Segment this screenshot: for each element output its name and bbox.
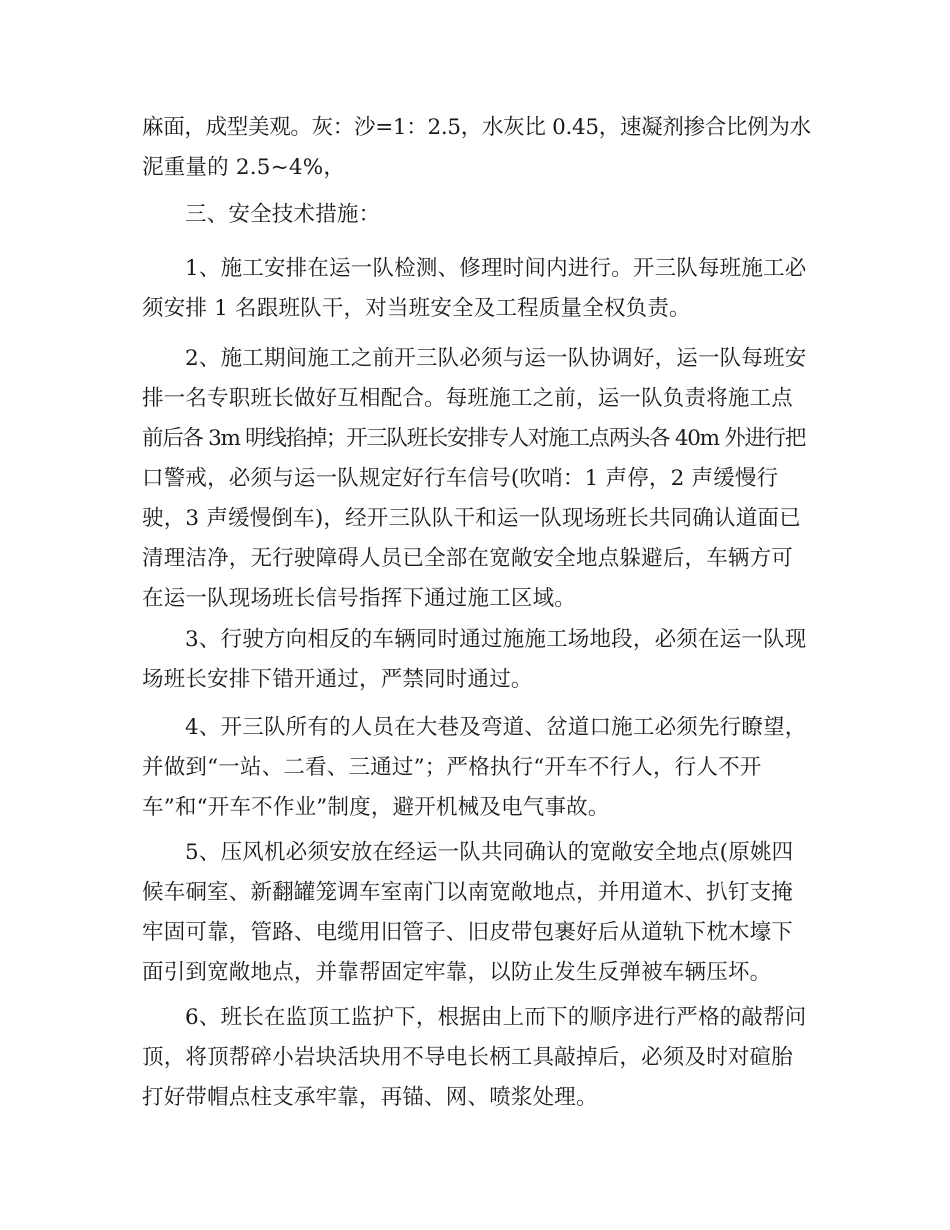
paragraph-item-6 <box>142 998 812 1118</box>
text-line: 6、班长在监顶工监护下，根据由上而下的顺序进行严格的敲帮问 <box>185 1005 807 1030</box>
text-line: 须安排 1 名跟班队干，对当班安全及工程质量全权负责。 <box>142 296 691 321</box>
text-line: 车”和“开车不作业”制度，避开机械及电气事故。 <box>142 795 610 820</box>
section-heading <box>142 195 812 235</box>
paragraph-item-2 <box>142 339 812 619</box>
paragraph-item-4 <box>142 708 812 828</box>
heading-text: 三、安全技术措施： <box>185 202 381 227</box>
text-line: 面引到宽敞地点，并靠帮固定牢靠，以防止发生反弹被车辆压坏。 <box>142 960 772 985</box>
text-line: 牢固可靠，管路、电缆用旧管子、旧皮带包裹好后从道轨下枕木壕下 <box>142 920 794 945</box>
text-line: 场班长安排下错开通过，严禁同时通过。 <box>142 667 533 692</box>
text-line: 口警戒，必须与运一队规定好行车信号(吹哨：1 声停，2 声缓慢行 <box>142 466 779 491</box>
text-line: 4、开三队所有的人员在大巷及弯道、岔道口施工必须先行瞭望， <box>185 715 807 740</box>
text-line: 1、施工安排在运一队检测、修理时间内进行。开三队每班施工必 <box>185 256 807 281</box>
text-line: 清理洁净，无行驶障碍人员已全部在宽敞安全地点躲避后，车辆方可 <box>142 546 794 571</box>
text-line: 泥重量的 2.5~4%， <box>142 155 346 180</box>
text-line: 排一名专职班长做好互相配合。每班施工之前，运一队负责将施工点 <box>142 386 794 411</box>
text-line: 候车硐室、新翻罐笼调车室南门以南宽敞地点，并用道木、扒钉支掩 <box>142 880 794 905</box>
text-line: 麻面，成型美观。灰：沙=1：2.5，水灰比 0.45，速凝剂掺合比例为水 <box>142 115 811 140</box>
text-line: 并做到“一站、二看、三通过”；严格执行“开车不行人，行人不开 <box>142 755 762 780</box>
text-line: 驶，3 声缓慢倒车)，经开三队队干和运一队现场班长共同确认道面已 <box>142 506 801 531</box>
text-line: 5、压风机必须安放在经运一队共同确认的宽敞安全地点(原姚四 <box>185 840 794 865</box>
paragraph-item-5 <box>142 833 812 993</box>
text-line: 前后各 3m 明线掐掉；开三队班长安排专人对施工点两头各 40m 外进行把 <box>142 426 806 451</box>
paragraph-item-3 <box>142 620 812 700</box>
text-line: 顶，将顶帮碎小岩块活块用不导电长柄工具敲掉后，必须及时对碹胎 <box>142 1045 794 1070</box>
text-line: 打好带帽点柱支承牢靠，再锚、网、喷浆处理。 <box>142 1085 598 1110</box>
text-line: 在运一队现场班长信号指挥下通过施工区域。 <box>142 586 577 611</box>
text-line: 2、施工期间施工之前开三队必须与运一队协调好，运一队每班安 <box>185 346 807 371</box>
paragraph-mix-ratio <box>142 108 812 188</box>
paragraph-item-1 <box>142 249 812 329</box>
text-line: 3、行驶方向相反的车辆同时通过施施工场地段，必须在运一队现 <box>185 627 807 652</box>
